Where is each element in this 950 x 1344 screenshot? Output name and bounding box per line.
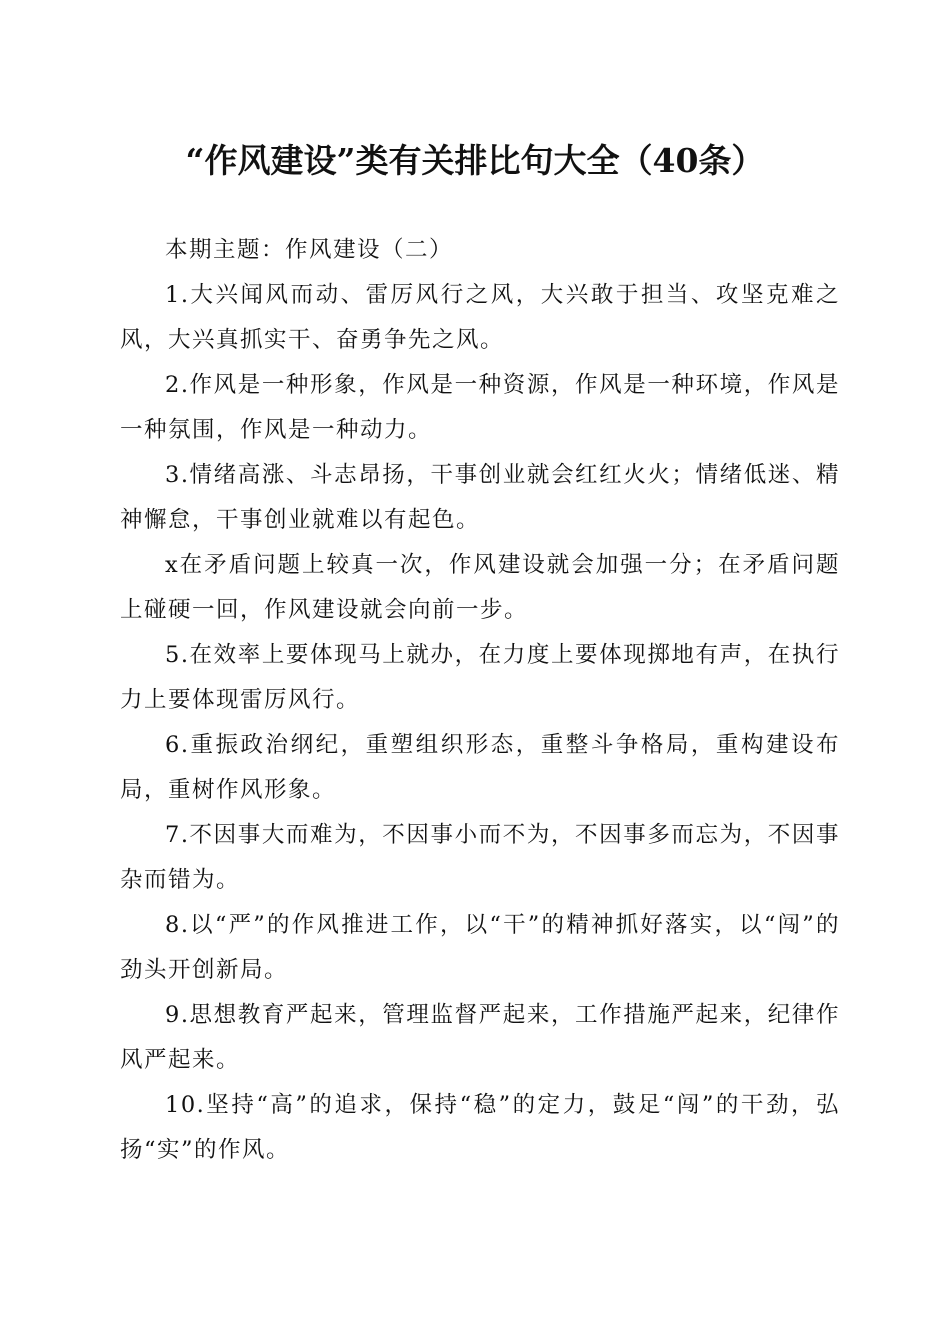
- document-body: [120, 228, 840, 1173]
- paragraph-item-10: 10.坚持“高”的追求，保持“稳”的定力，鼓足“闯”的干劲，弘扬“实”的作风。: [120, 1092, 840, 1163]
- paragraph-item-5: 5.在效率上要体现马上就办，在力度上要体现掷地有声，在执行力上要体现雷厉风行。: [120, 642, 840, 713]
- paragraph-item-7: 7.不因事大而难为，不因事小而不为，不因事多而忘为，不因事杂而错为。: [120, 822, 840, 893]
- paragraph-topic: 本期主题：作风建设（二）: [165, 237, 454, 263]
- paragraph-item-6: 6.重振政治纲纪，重塑组织形态，重整斗争格局，重构建设布局，重树作风形象。: [120, 732, 840, 803]
- paragraph-item-3: 3.情绪高涨、斗志昂扬，干事创业就会红红火火；情绪低迷、精神懈怠，干事创业就难以有起色。: [120, 462, 840, 533]
- paragraph-item-2: 2.作风是一种形象，作风是一种资源，作风是一种环境，作风是一种氛围，作风是一种动力。: [120, 372, 840, 443]
- paragraph-item-9: 9.思想教育严起来，管理监督严起来，工作措施严起来，纪律作风严起来。: [120, 1002, 840, 1073]
- paragraph-item-1: 1.大兴闻风而动、雷厉风行之风，大兴敢于担当、攻坚克难之风，大兴真抓实干、奋勇争先之风。: [120, 282, 840, 353]
- paragraph-item-8: 8.以“严”的作风推进工作，以“干”的精神抓好落实，以“闯”的劲头开创新局。: [120, 912, 840, 983]
- document-title: “作风建设”类有关排比句大全（40条）: [185, 141, 765, 180]
- paragraph-item-4: x在矛盾问题上较真一次，作风建设就会加强一分；在矛盾问题上碰硬一回，作风建设就会向前一步。: [120, 552, 840, 623]
